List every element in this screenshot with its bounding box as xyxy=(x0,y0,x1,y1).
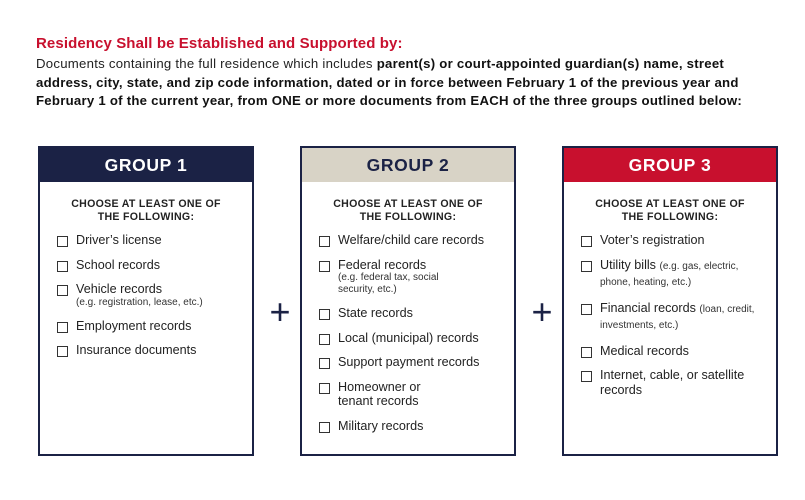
list-item[interactable] xyxy=(581,344,776,359)
item-label: Welfare/child care records xyxy=(338,233,485,247)
list-item[interactable] xyxy=(57,343,252,358)
checkbox-icon[interactable] xyxy=(319,309,330,320)
item-label: Military records xyxy=(338,418,424,433)
checkbox-icon[interactable] xyxy=(581,347,592,358)
item-label: Financial records xyxy=(600,300,696,315)
group-2-list xyxy=(302,233,514,433)
checkbox-icon[interactable] xyxy=(57,285,68,296)
item-label: State records xyxy=(338,306,413,320)
list-item[interactable] xyxy=(319,380,514,409)
item-label: Employment records xyxy=(76,318,192,333)
group-2-instruction: CHOOSE AT LEAST ONE OF THE FOLLOWING: xyxy=(333,198,483,223)
list-item[interactable] xyxy=(57,319,252,334)
item-label: School records xyxy=(76,257,160,272)
item-label: Homeowner or tenant records xyxy=(338,379,421,408)
checkbox-icon[interactable] xyxy=(57,346,68,357)
list-item[interactable] xyxy=(319,419,514,434)
group-1-list xyxy=(40,233,252,358)
item-note: (e.g. registration, lease, etc.) xyxy=(76,296,203,308)
item-label: Vehicle records xyxy=(76,282,163,296)
checkbox-icon[interactable] xyxy=(319,383,330,394)
list-item[interactable] xyxy=(581,301,776,334)
checkbox-icon[interactable] xyxy=(581,304,592,315)
item-label: Utility bills xyxy=(600,257,656,272)
checkbox-icon[interactable] xyxy=(319,334,330,345)
checkbox-icon[interactable] xyxy=(319,358,330,369)
group-3-list xyxy=(564,233,776,397)
list-item[interactable] xyxy=(319,355,514,370)
group-1-instruction: CHOOSE AT LEAST ONE OF THE FOLLOWING: xyxy=(71,198,221,223)
item-label: Insurance documents xyxy=(76,343,197,357)
intro-text: Documents containing the full residence which includes xyxy=(36,56,377,71)
group-3-panel xyxy=(562,146,778,456)
list-item[interactable] xyxy=(581,233,776,248)
checkbox-icon[interactable] xyxy=(57,236,68,247)
intro-paragraph xyxy=(36,55,776,111)
checkbox-icon[interactable] xyxy=(581,236,592,247)
list-item[interactable] xyxy=(57,233,252,248)
group-1-header: GROUP 1 xyxy=(40,148,252,182)
item-label: Driver’s license xyxy=(76,233,162,247)
item-label: Internet, cable, or satellite records xyxy=(600,368,745,397)
item-note: (e.g. gas, electric, phone, heating, etc.) xyxy=(600,260,739,288)
checkbox-icon[interactable] xyxy=(319,236,330,247)
list-item[interactable] xyxy=(57,258,252,273)
list-item[interactable] xyxy=(319,233,514,248)
group-3-header: GROUP 3 xyxy=(564,148,776,182)
checkbox-icon[interactable] xyxy=(319,261,330,272)
intro-bold-text: parent(s) or court-appointed guardian(s) name, street address, city, state, and zip code information, dated or in force between February 1 of the previous year and February 1 of the current year, from ONE or more documents from EACH of the three groups outlined below: xyxy=(36,56,742,108)
plus-icon: + xyxy=(531,291,553,332)
group-2-header: GROUP 2 xyxy=(302,148,514,182)
item-label: Local (municipal) records xyxy=(338,330,479,345)
list-item[interactable] xyxy=(57,282,252,309)
group-3-instruction: CHOOSE AT LEAST ONE OF THE FOLLOWING: xyxy=(595,198,745,223)
group-1-panel xyxy=(38,146,254,456)
item-label: Voter’s registration xyxy=(600,233,705,247)
list-item[interactable] xyxy=(581,368,776,397)
group-2-panel xyxy=(300,146,516,456)
list-item[interactable] xyxy=(319,258,514,297)
checkbox-icon[interactable] xyxy=(319,422,330,433)
item-label: Federal records xyxy=(338,257,427,272)
item-label: Support payment records xyxy=(338,355,480,369)
checkbox-icon[interactable] xyxy=(581,371,592,382)
item-note: (loan, credit, investments, etc.) xyxy=(600,303,755,331)
item-label: Medical records xyxy=(600,343,689,358)
plus-icon: + xyxy=(269,291,291,332)
page-heading: Residency Shall be Established and Supported by: xyxy=(36,35,403,52)
checkbox-icon[interactable] xyxy=(57,322,68,333)
checkbox-icon[interactable] xyxy=(581,261,592,272)
list-item[interactable] xyxy=(581,258,776,291)
list-item[interactable] xyxy=(319,306,514,321)
item-note: (e.g. federal tax, social security, etc.) xyxy=(338,272,439,295)
checkbox-icon[interactable] xyxy=(57,261,68,272)
list-item[interactable] xyxy=(319,331,514,346)
